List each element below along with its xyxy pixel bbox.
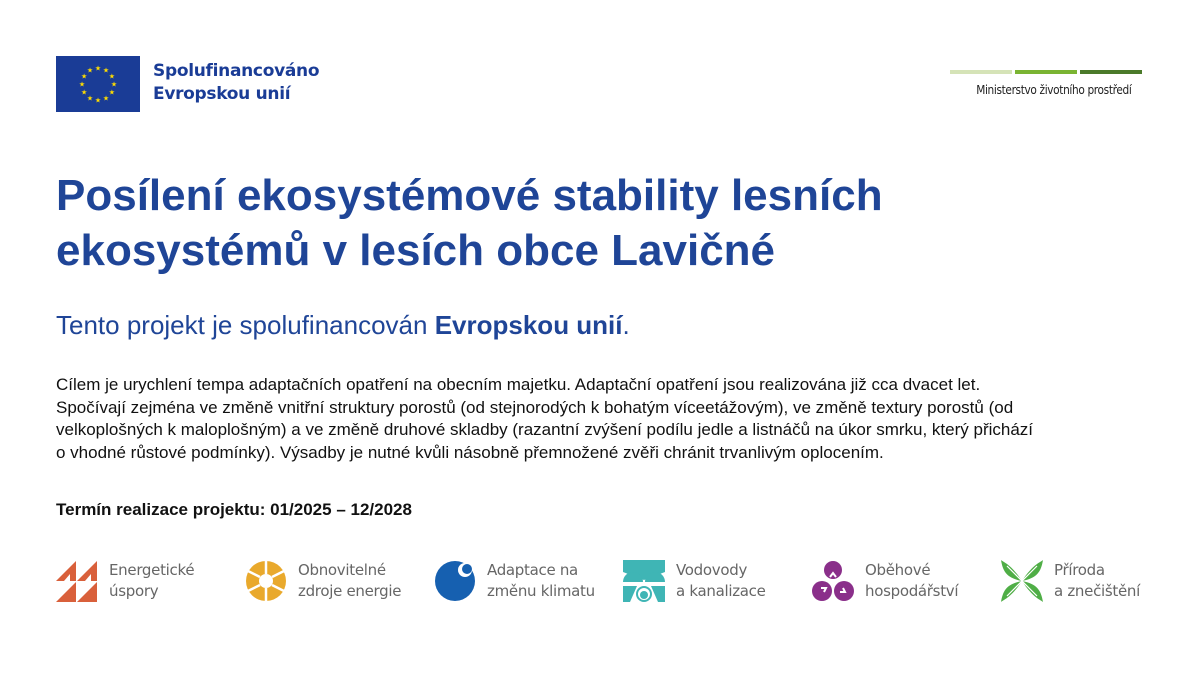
star-icon: ★	[102, 67, 110, 75]
star-icon: ★	[110, 81, 118, 89]
subtitle	[56, 310, 630, 341]
category-label: úspory	[109, 582, 159, 600]
star-icon: ★	[86, 95, 94, 103]
star-icon: ★	[102, 95, 110, 103]
eu-cofinanced-label	[153, 60, 319, 106]
category-label: a znečištění	[1054, 582, 1140, 600]
category-label: Vodovody	[676, 561, 748, 579]
category-label: a kanalizace	[676, 582, 766, 600]
project-term: Termín realizace projektu: 01/2025 – 12/2028	[56, 500, 412, 519]
star-icon: ★	[86, 67, 94, 75]
category-circular-economy	[812, 560, 1001, 602]
category-label: Energetické	[109, 561, 195, 579]
description-line: o vhodné růstové podmínky). Výsadby je nutné kvůli násobně přemnožené zvěři chránit trvanlivým oplocením.	[56, 442, 884, 462]
star-icon: ★	[81, 89, 88, 97]
category-icons	[56, 560, 1190, 602]
category-label: Obnovitelné	[298, 561, 386, 579]
description-line: velkoplošných k maloplošným) a ve změně druhové skladby (razantní zvýšení podílu jedle a listnáčů na úkor smrku, který přichází	[56, 420, 1034, 439]
climate-adaptation-icon	[434, 560, 476, 602]
subtitle-bold: Evropskou unií	[434, 310, 623, 340]
category-energy-savings	[56, 560, 245, 602]
bar	[1015, 70, 1077, 74]
bar	[950, 70, 1012, 74]
category-renewable-energy	[245, 560, 434, 602]
eu-label-line1: Spolufinancováno	[153, 61, 320, 81]
page-title: Posílení ekosystémové stability lesních ekosystémů v lesích obce Lavičné	[56, 171, 883, 275]
water-sewage-icon	[623, 560, 665, 602]
star-icon: ★	[108, 73, 115, 81]
project-description	[56, 374, 1033, 464]
star-icon: ★	[78, 81, 86, 89]
star-icon: ★	[94, 97, 102, 105]
category-label: Oběhové	[865, 561, 931, 579]
ministry-logo	[950, 70, 1142, 97]
star-icon: ★	[81, 73, 88, 81]
subtitle-suffix: .	[622, 310, 630, 340]
description-line: Spočívají zejména ve změně vnitřní struktury porostů (od stejnorodých k bohatým víceetážovým), ve změně textury porostů (od	[56, 397, 1014, 417]
renewable-energy-icon	[245, 560, 287, 602]
category-label: hospodářství	[865, 582, 959, 600]
subtitle-prefix: Tento projekt je spolufinancován	[56, 310, 435, 340]
category-label: zdroje energie	[298, 582, 402, 600]
eu-flag-logo	[56, 56, 140, 112]
star-icon: ★	[108, 89, 115, 97]
category-label: Adaptace na	[487, 561, 578, 579]
eu-label-line2: Evropskou unií	[153, 84, 291, 104]
bar	[1080, 70, 1142, 74]
ministry-label: Ministerstvo životního prostředí	[976, 83, 1132, 97]
circular-economy-icon	[812, 560, 854, 602]
star-icon: ★	[94, 65, 102, 73]
nature-pollution-icon	[1001, 560, 1043, 602]
category-label: změnu klimatu	[487, 582, 595, 600]
category-label: Příroda	[1054, 561, 1105, 579]
category-water-sewage	[623, 560, 812, 602]
energy-savings-icon	[56, 560, 98, 602]
category-climate-adaptation	[434, 560, 623, 602]
category-nature-pollution	[1001, 560, 1190, 602]
description-line: Cílem je urychlení tempa adaptačních opatření na obecním majetku. Adaptační opatření jsou realizována již cca dvacet let.	[56, 375, 981, 394]
ministry-logo-bars	[950, 70, 1142, 74]
